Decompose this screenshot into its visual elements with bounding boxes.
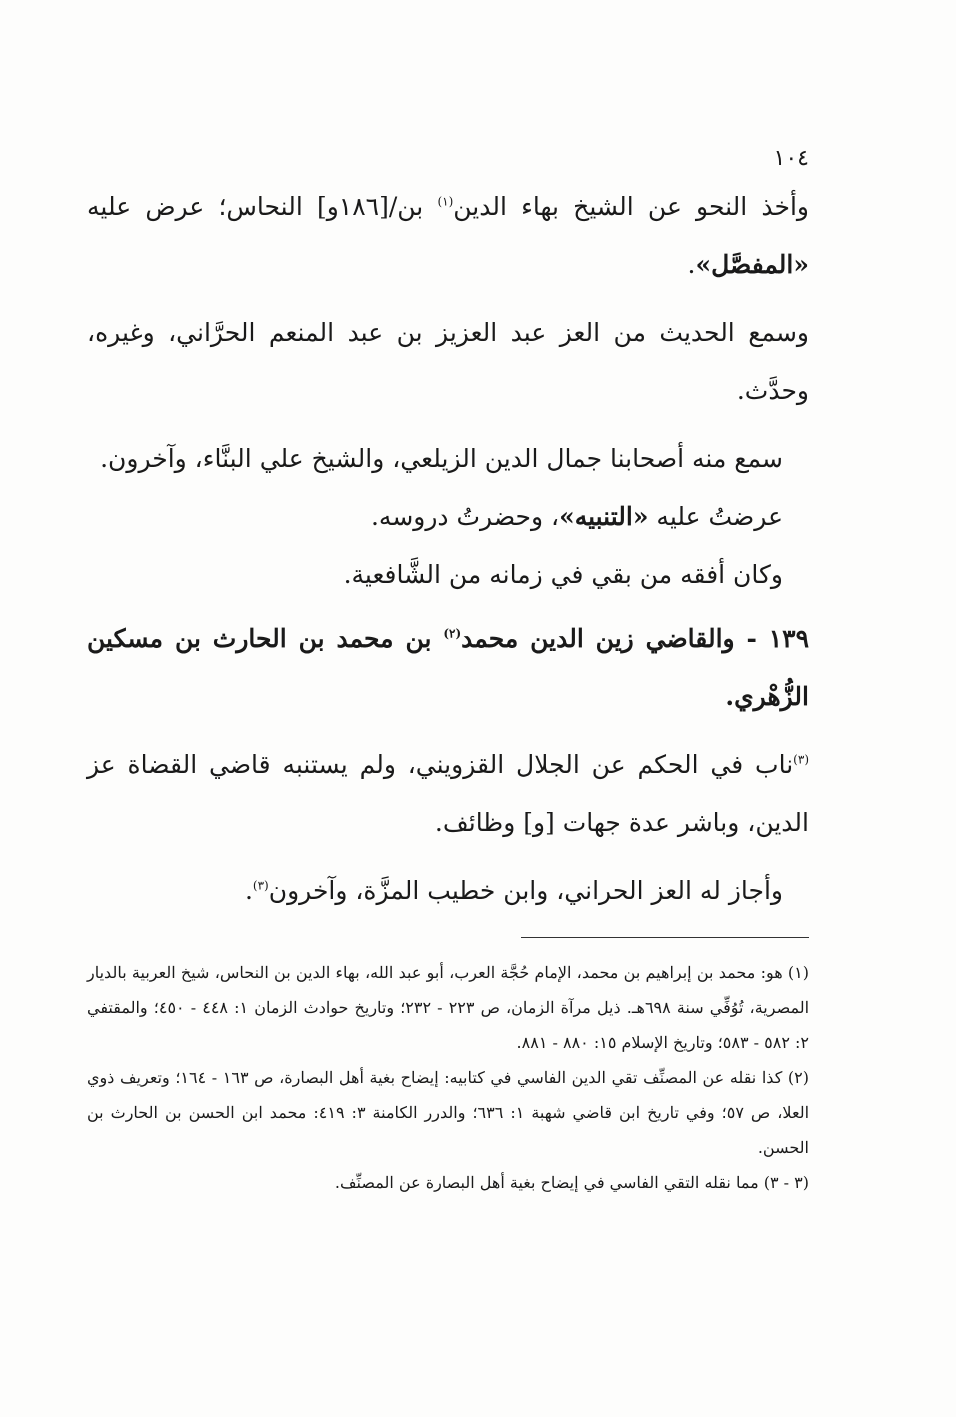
footnote-divider bbox=[521, 937, 809, 938]
footnote-ref-1[interactable]: (١) bbox=[437, 194, 454, 209]
paragraph-tanbih: عرضتُ عليه «التنبيه»، وحضرتُ دروسه. bbox=[370, 502, 783, 531]
footnote-ref-2[interactable]: (٢) bbox=[443, 626, 462, 641]
page-number: ١٠٤ bbox=[773, 146, 809, 171]
paragraph-nahw: وأخذ النحو عن الشيخ بهاء الدين$^{(١)}$ بن/[١٨٦و] النحاس؛ عرض عليه «المفصَّل». bbox=[87, 192, 809, 279]
footnote-2: (٢) كذا نقله عن المصنِّف تقي الدين الفاسي في كتابيه: إيضاح بغية أهل البصارة، ص ١٦٣ - ١٦٤؛ وتعريف ذوي العلا، ص ٥٧؛ وفي تاريخ ابن قاضي شهبة ١: ٦٣٦؛ والدرر الكامنة ٣: ٤١٩: محمد ابن الحسن بن الحارث بن الحسن. bbox=[87, 1068, 810, 1157]
book-title-tanbih: «التنبيه» bbox=[559, 502, 649, 531]
footnote-ref-3-end[interactable]: (٣) bbox=[252, 878, 269, 893]
footnotes bbox=[87, 955, 809, 1200]
book-title-mufassal: «المفصَّل» bbox=[695, 250, 809, 279]
paragraph-hadith: وسمع الحديث من العز عبد العزيز بن عبد المنعم الحرَّاني، وغيره، وحدَّث. bbox=[87, 318, 809, 405]
entry-heading-139: ١٣٩ - والقاضي زين الدين محمد$^{(٢)}$ بن محمد بن الحارث بن مسكين الزُّهْري. bbox=[87, 624, 810, 711]
footnote-3: (٣ - ٣) مما نقله التقي الفاسي في إيضاح بغية أهل البصارة عن المصنِّف. bbox=[334, 1173, 809, 1192]
main-text bbox=[87, 178, 809, 920]
paragraph-ijaza: وأجاز له العز الحراني، وابن خطيب المزَّة، وآخرون$^{(٣)}$. bbox=[244, 876, 783, 905]
paragraph-students: سمع منه أصحابنا جمال الدين الزيلعي، والشيخ علي البنَّاء، وآخرون. bbox=[100, 444, 783, 473]
paragraph-shafiiya: وكان أفقه من بقي في زمانه من الشَّافعية. bbox=[343, 560, 783, 589]
paragraph-naib: $^{(٣)}$ناب في الحكم عن الجلال القزويني، ولم يستنبه قاضي القضاة عز الدين، وباشر عدة جهات [و] وظائف. bbox=[87, 750, 809, 837]
footnote-ref-3-start[interactable]: (٣) bbox=[793, 752, 809, 767]
footnote-1: (١) هو: محمد بن إبراهيم بن محمد، الإمام حُجَّة العرب، أبو عبد الله، بهاء الدين بن النحاس، شيخ العربية بالديار المصرية، تُوُفِّي سنة ٦٩٨هـ. ذيل مرآة الزمان، ص ٢٢٣ - ٢٣٢؛ وتاريخ حوادث الزمان ١: ٤٤٨ - ٤٥٠؛ والمقتفي ٢: ٥٨٢ - ٥٨٣؛ وتاريخ الإسلام ١٥: ٨٨٠ - ٨٨١. bbox=[87, 963, 810, 1052]
